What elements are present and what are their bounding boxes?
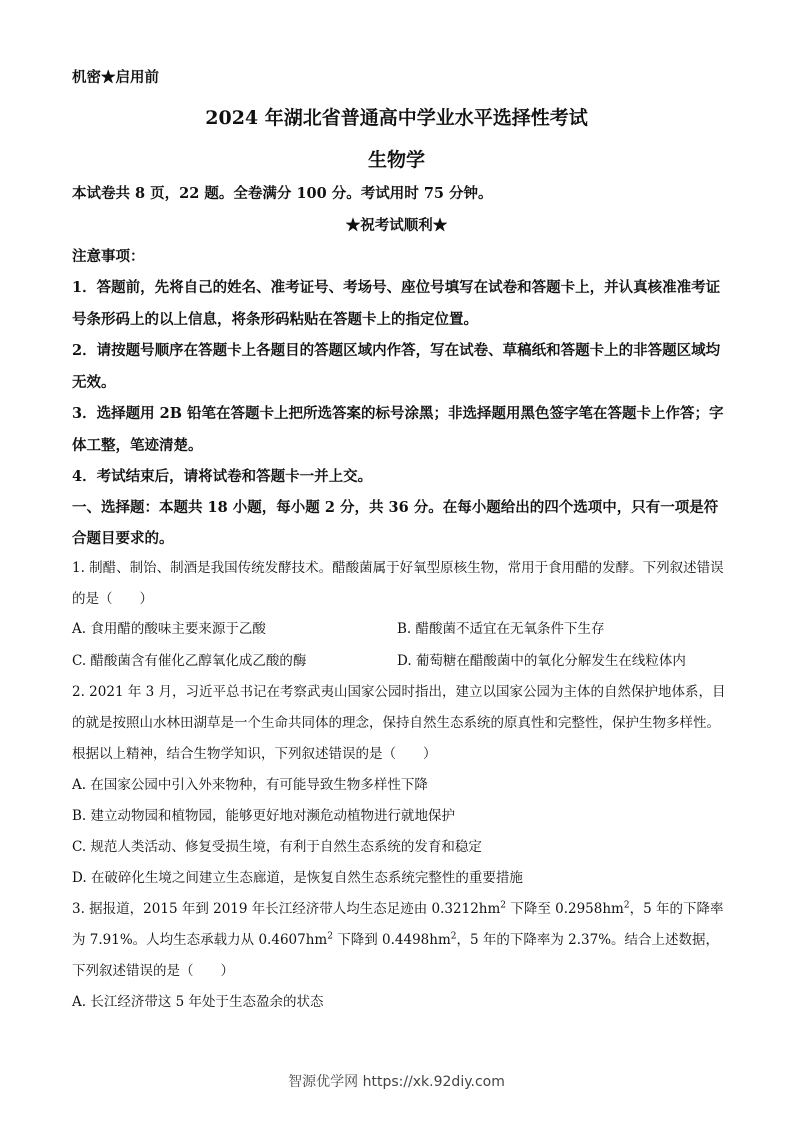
note-item: 1．答题前，先将自己的姓名、准考证号、考场号、座位号填写在试卷和答题卡上，并认真核准准考证号条形码上的以上信息，将条形码粘贴在答题卡上的指定位置。: [72, 279, 721, 328]
section-title: 一、选择题：本题共 18 小题，每小题 2 分，共 36 分。在每小题给出的四个选项中，只有一项是符合题目要求的。: [72, 499, 719, 547]
subject-title: 生物学: [367, 149, 425, 171]
q1-option-c: C. 醋酸菌含有催化乙醇氧化成乙酸的酶: [72, 653, 307, 669]
good-luck-line: ★祝考试顺利★: [345, 217, 448, 234]
section-heading: [72, 492, 732, 554]
exam-title: 2024 年湖北省普通高中学业水平选择性考试: [205, 107, 588, 129]
note-item: 4．考试结束后，请将试卷和答题卡一并上交。: [72, 468, 373, 485]
question-stem: 1. 制醋、制饴、制酒是我国传统发酵技术。醋酸菌属于好氧型原核生物，常用于食用醋的发酵。下列叙述错误的是（ ）: [72, 560, 724, 607]
q3-option-a: A. 长江经济带这 5 年处于生态盈余的状态: [72, 994, 324, 1010]
q2-option-c: C. 规范人类活动、修复受损生境，有利于自然生态系统的发育和稳定: [72, 839, 482, 855]
question-2: [72, 677, 732, 894]
q1-option-a: A. 食用醋的酸味主要来源于乙酸: [72, 621, 266, 637]
q2-option-b: B. 建立动物园和植物园，能够更好地对濒危动植物进行就地保护: [72, 808, 456, 824]
confidential-label: 机密★启用前: [72, 69, 159, 86]
q2-option-a: A. 在国家公园中引入外来物种，有可能导致生物多样性下降: [72, 777, 428, 793]
notes-list: [72, 272, 732, 493]
note-item: 2．请按题号顺序在答题卡上各题目的答题区域内作答，写在试卷、草稿纸和答题卡上的非答题区域均无效。: [72, 342, 721, 391]
note-item: 3．选择题用 2B 铅笔在答题卡上把所选答案的标号涂黑；非选择题用黑色签字笔在答题卡上作答；字体工整，笔迹清楚。: [72, 405, 724, 454]
q1-option-d: D. 葡萄糖在醋酸菌中的氧化分解发生在线粒体内: [397, 653, 686, 669]
q2-option-d: D. 在破碎化生境之间建立生态廊道，是恢复自然生态系统完整性的重要措施: [72, 870, 523, 886]
question-stem: 2. 2021 年 3 月，习近平总书记在考察武夷山国家公园时指出，建立以国家公园为主体的自然保护地体系，目的就是按照山水林田湖草是一个生命共同体的理念，保持自然生态系统的原真性和完整性，保护生物多样性。根据以上精神，结合生物学知识，下列叙述错误的是（ ）: [72, 684, 726, 762]
question-3: [72, 894, 732, 1018]
question-stem: 3. 据报道，2015 年到 2019 年长江经济带人均生态足迹由 $0.3212hm^2$ 下降至 $0.2958hm^2$，5 年的下降率为 7.91%。人均生态承载力从 $0.4607hm^2$ 下降到 $0.4498hm^2$，5 年的下降率为 2.37%。结合上述数据，下列叙述错误的是（ ）: [72, 900, 724, 979]
site-watermark: 智源优学网 https://xk.92diy.com: [288, 1074, 505, 1090]
q1-option-b: B. 醋酸菌不适宜在无氧条件下生存: [397, 621, 605, 637]
question-1: [72, 553, 732, 615]
notes-heading: 注意事项：: [72, 248, 145, 265]
exam-info: 本试卷共 8 页，22 题。全卷满分 100 分。考试用时 75 分钟。: [72, 185, 493, 202]
